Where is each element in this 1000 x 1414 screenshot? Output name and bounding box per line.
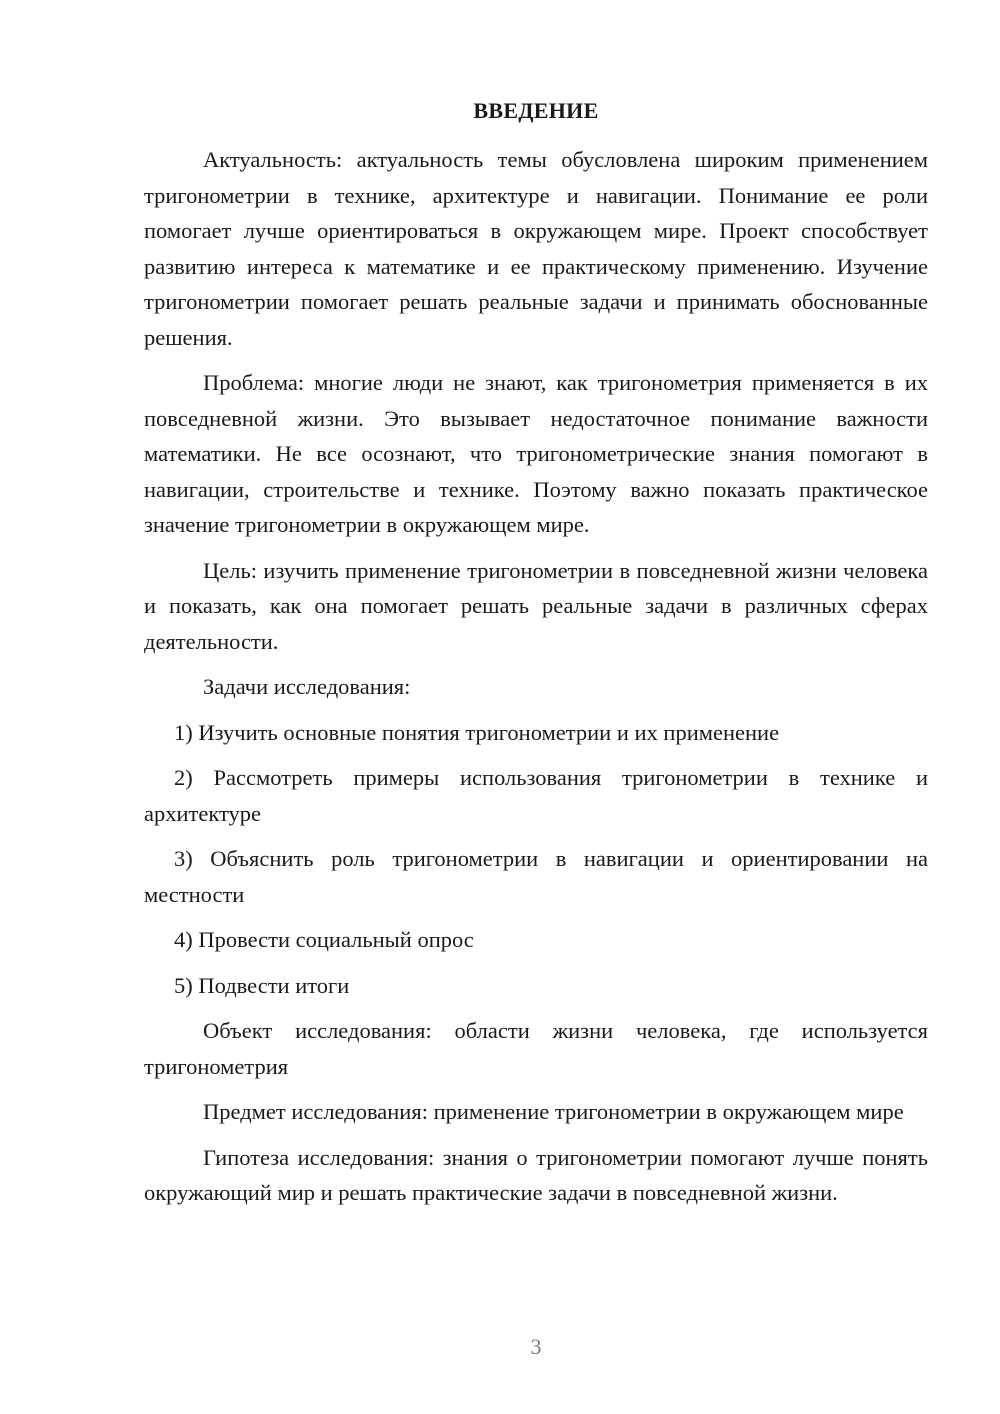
- task-item-3: 3) Объяснить роль тригонометрии в навигации и ориентировании на местности: [144, 846, 928, 907]
- task-item-2: 2) Рассмотреть примеры использования тригонометрии в технике и архитектуре: [144, 765, 928, 826]
- page-number: 3: [530, 1334, 542, 1359]
- document-body: [144, 142, 928, 1211]
- paragraph-problem: Проблема: многие люди не знают, как тригонометрия применяется в их повседневной жизни. Это вызывает недостаточное понимание важности математики. Не все осознают, что тригонометрические знания помогают в навигации, строительстве и технике. Поэтому важно показать практическое значение тригонометрии в окружающем мире.: [144, 370, 928, 537]
- paragraph-hypothesis: Гипотеза исследования: знания о тригонометрии помогают лучше понять окружающий мир и решать практические задачи в повседневной жизни.: [144, 1144, 928, 1205]
- task-item-4: 4) Провести социальный опрос: [174, 927, 474, 952]
- task-item-1: 1) Изучить основные понятия тригонометрии и их применение: [174, 719, 780, 745]
- task-item-5: 5) Подвести итоги: [174, 972, 350, 998]
- paragraph-object: Объект исследования: области жизни человека, где используется тригонометрия: [144, 1018, 928, 1079]
- paragraph-relevance: Актуальность: актуальность темы обусловлена широким применением тригонометрии в технике, архитектуре и навигации. Понимание ее роли помогает лучше ориентироваться в окружающем мире. Проект способствует развитию интереса к математике и ее практическому применению. Изучение тригонометрии помогает решать реальные задачи и принимать обоснованные решения.: [144, 147, 928, 350]
- paragraph-subject: Предмет исследования: применение тригонометрии в окружающем мире: [203, 1099, 904, 1124]
- paragraph-tasks-intro: Задачи исследования:: [203, 674, 411, 699]
- document-page: [144, 0, 928, 1414]
- paragraph-goal: Цель: изучить применение тригонометрии в повседневной жизни человека и показать, как она помогает решать реальные задачи в различных сферах деятельности.: [144, 557, 928, 654]
- section-heading: ВВЕДЕНИЕ: [473, 98, 599, 123]
